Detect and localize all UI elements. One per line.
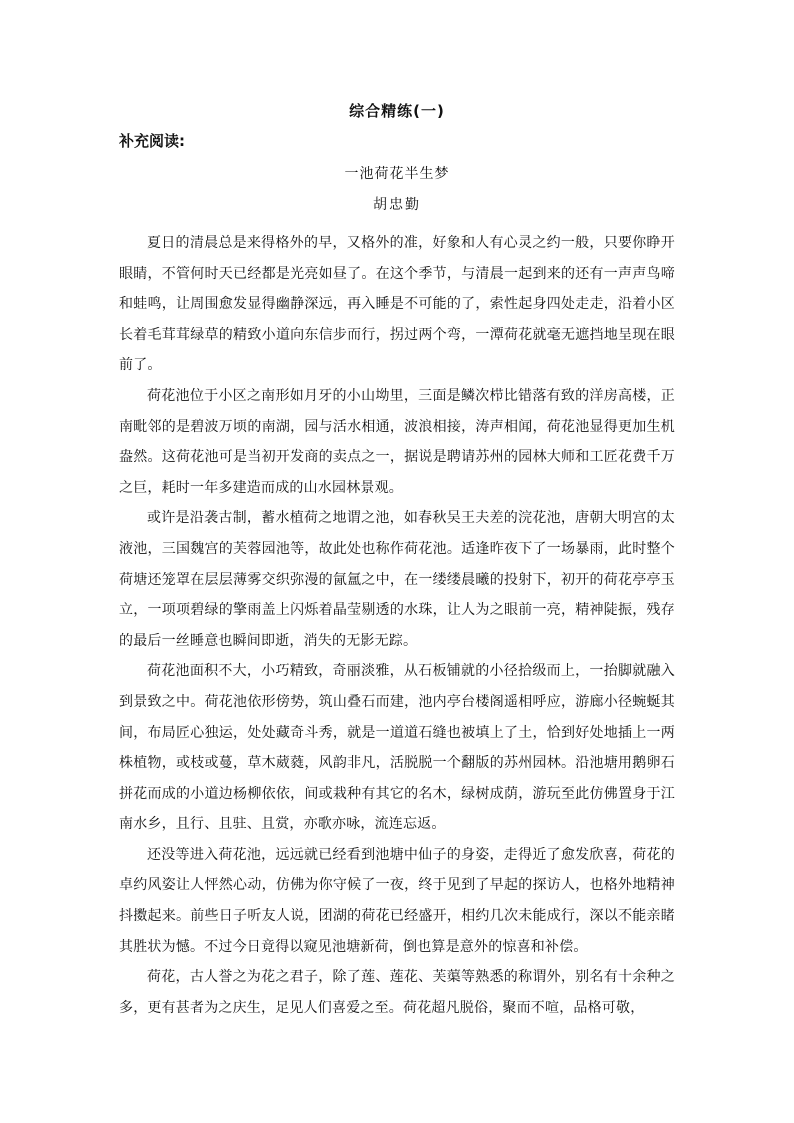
paragraph: 还没等进入荷花池，远远就已经看到池塘中仙子的身姿，走得近了愈发欣喜，荷花的卓约风姿让人怦然心动，仿佛为你守候了一夜，终于见到了早起的探访人，也格外地精神抖擞起来。前些日子听友人说，团湖的荷花已经盛开，相约几次未能成行，深以不能亲睹其胜状为憾。不过今日竟得以窥见池塘新荷，倒也算是意外的惊喜和补偿。 xyxy=(119,846,675,955)
article-title: 一池荷花半生梦 xyxy=(344,166,450,182)
paragraph: 或许是沿袭古制，蓄水植荷之地谓之池，如春秋吴王夫差的浣花池，唐朝大明宫的太液池，三国魏宫的芙蓉园池等，故此处也称作荷花池。适逢昨夜下了一场暴雨，此时整个荷塘还笼罩在层层薄雾交织弥漫的氤氲之中，在一缕缕晨曦的投射下，初开的荷花亭亭玉立，一项项碧绿的擎雨盖上闪烁着晶莹剔透的水珠，让人为之眼前一亮，精神陡振，残存的最后一丝睡意也瞬间即逝，消失的无影无踪。 xyxy=(119,510,675,649)
document-title: 综合精练(一) xyxy=(349,102,445,120)
paragraph: 荷花，古人誉之为花之君子，除了莲、莲花、芙蕖等熟悉的称谓外，别名有十余种之多，更有甚者为之庆生，足见人们喜爱之至。荷花超凡脱俗，聚而不喧，品格可敬， xyxy=(119,969,675,1016)
article-author: 胡忠勤 xyxy=(373,197,421,213)
paragraph: 荷花池位于小区之南形如月牙的小山坳里，三面是鳞次栉比错落有致的洋房高楼，正南毗邻的是碧波万顷的南湖，园与活水相通，波浪相接，涛声相闻，荷花池显得更加生机盎然。这荷花池可是当初开发商的卖点之一，据说是聘请苏州的园林大师和工匠花费千万之巨，耗时一年多建造而成的山水园林景观。 xyxy=(119,387,675,496)
paragraph: 荷花池面积不大，小巧精致，奇丽淡雅，从石板铺就的小径拾级而上，一抬脚就融入到景致之中。荷花池依形傍势，筑山叠石而建，池内亭台楼阁遥相呼应，游廊小径蜿蜒其间，布局匠心独运，处处藏奇斗秀，就是一道道石缝也被填上了土，恰到好处地插上一两株植物，或枝或蔓，草木葳蕤，风韵非凡，活脱脱一个翻版的苏州园林。沿池塘用鹅卵石拼花而成的小道边杨柳依依，间或栽种有其它的名木，绿树成荫，游玩至此仿佛置身于江南水乡，且行、且驻、且赏，亦歌亦咏，流连忘返。 xyxy=(119,663,675,833)
section-label: 补充阅读: xyxy=(119,132,185,150)
paragraph: 夏日的清晨总是来得格外的早，又格外的准，好象和人有心灵之约一般，只要你睁开眼睛，不管何时天已经都是光亮如昼了。在这个季节，与清晨一起到来的还有一声声鸟啼和蛙鸣，让周围愈发显得幽静深远，再入睡是不可能的了，索性起身四处走走，沿着小区长着毛茸茸绿草的精致小道向东信步而行，拐过两个弯，一潭荷花就毫无遮挡地呈现在眼前了。 xyxy=(119,235,675,374)
article-body xyxy=(119,228,675,1023)
